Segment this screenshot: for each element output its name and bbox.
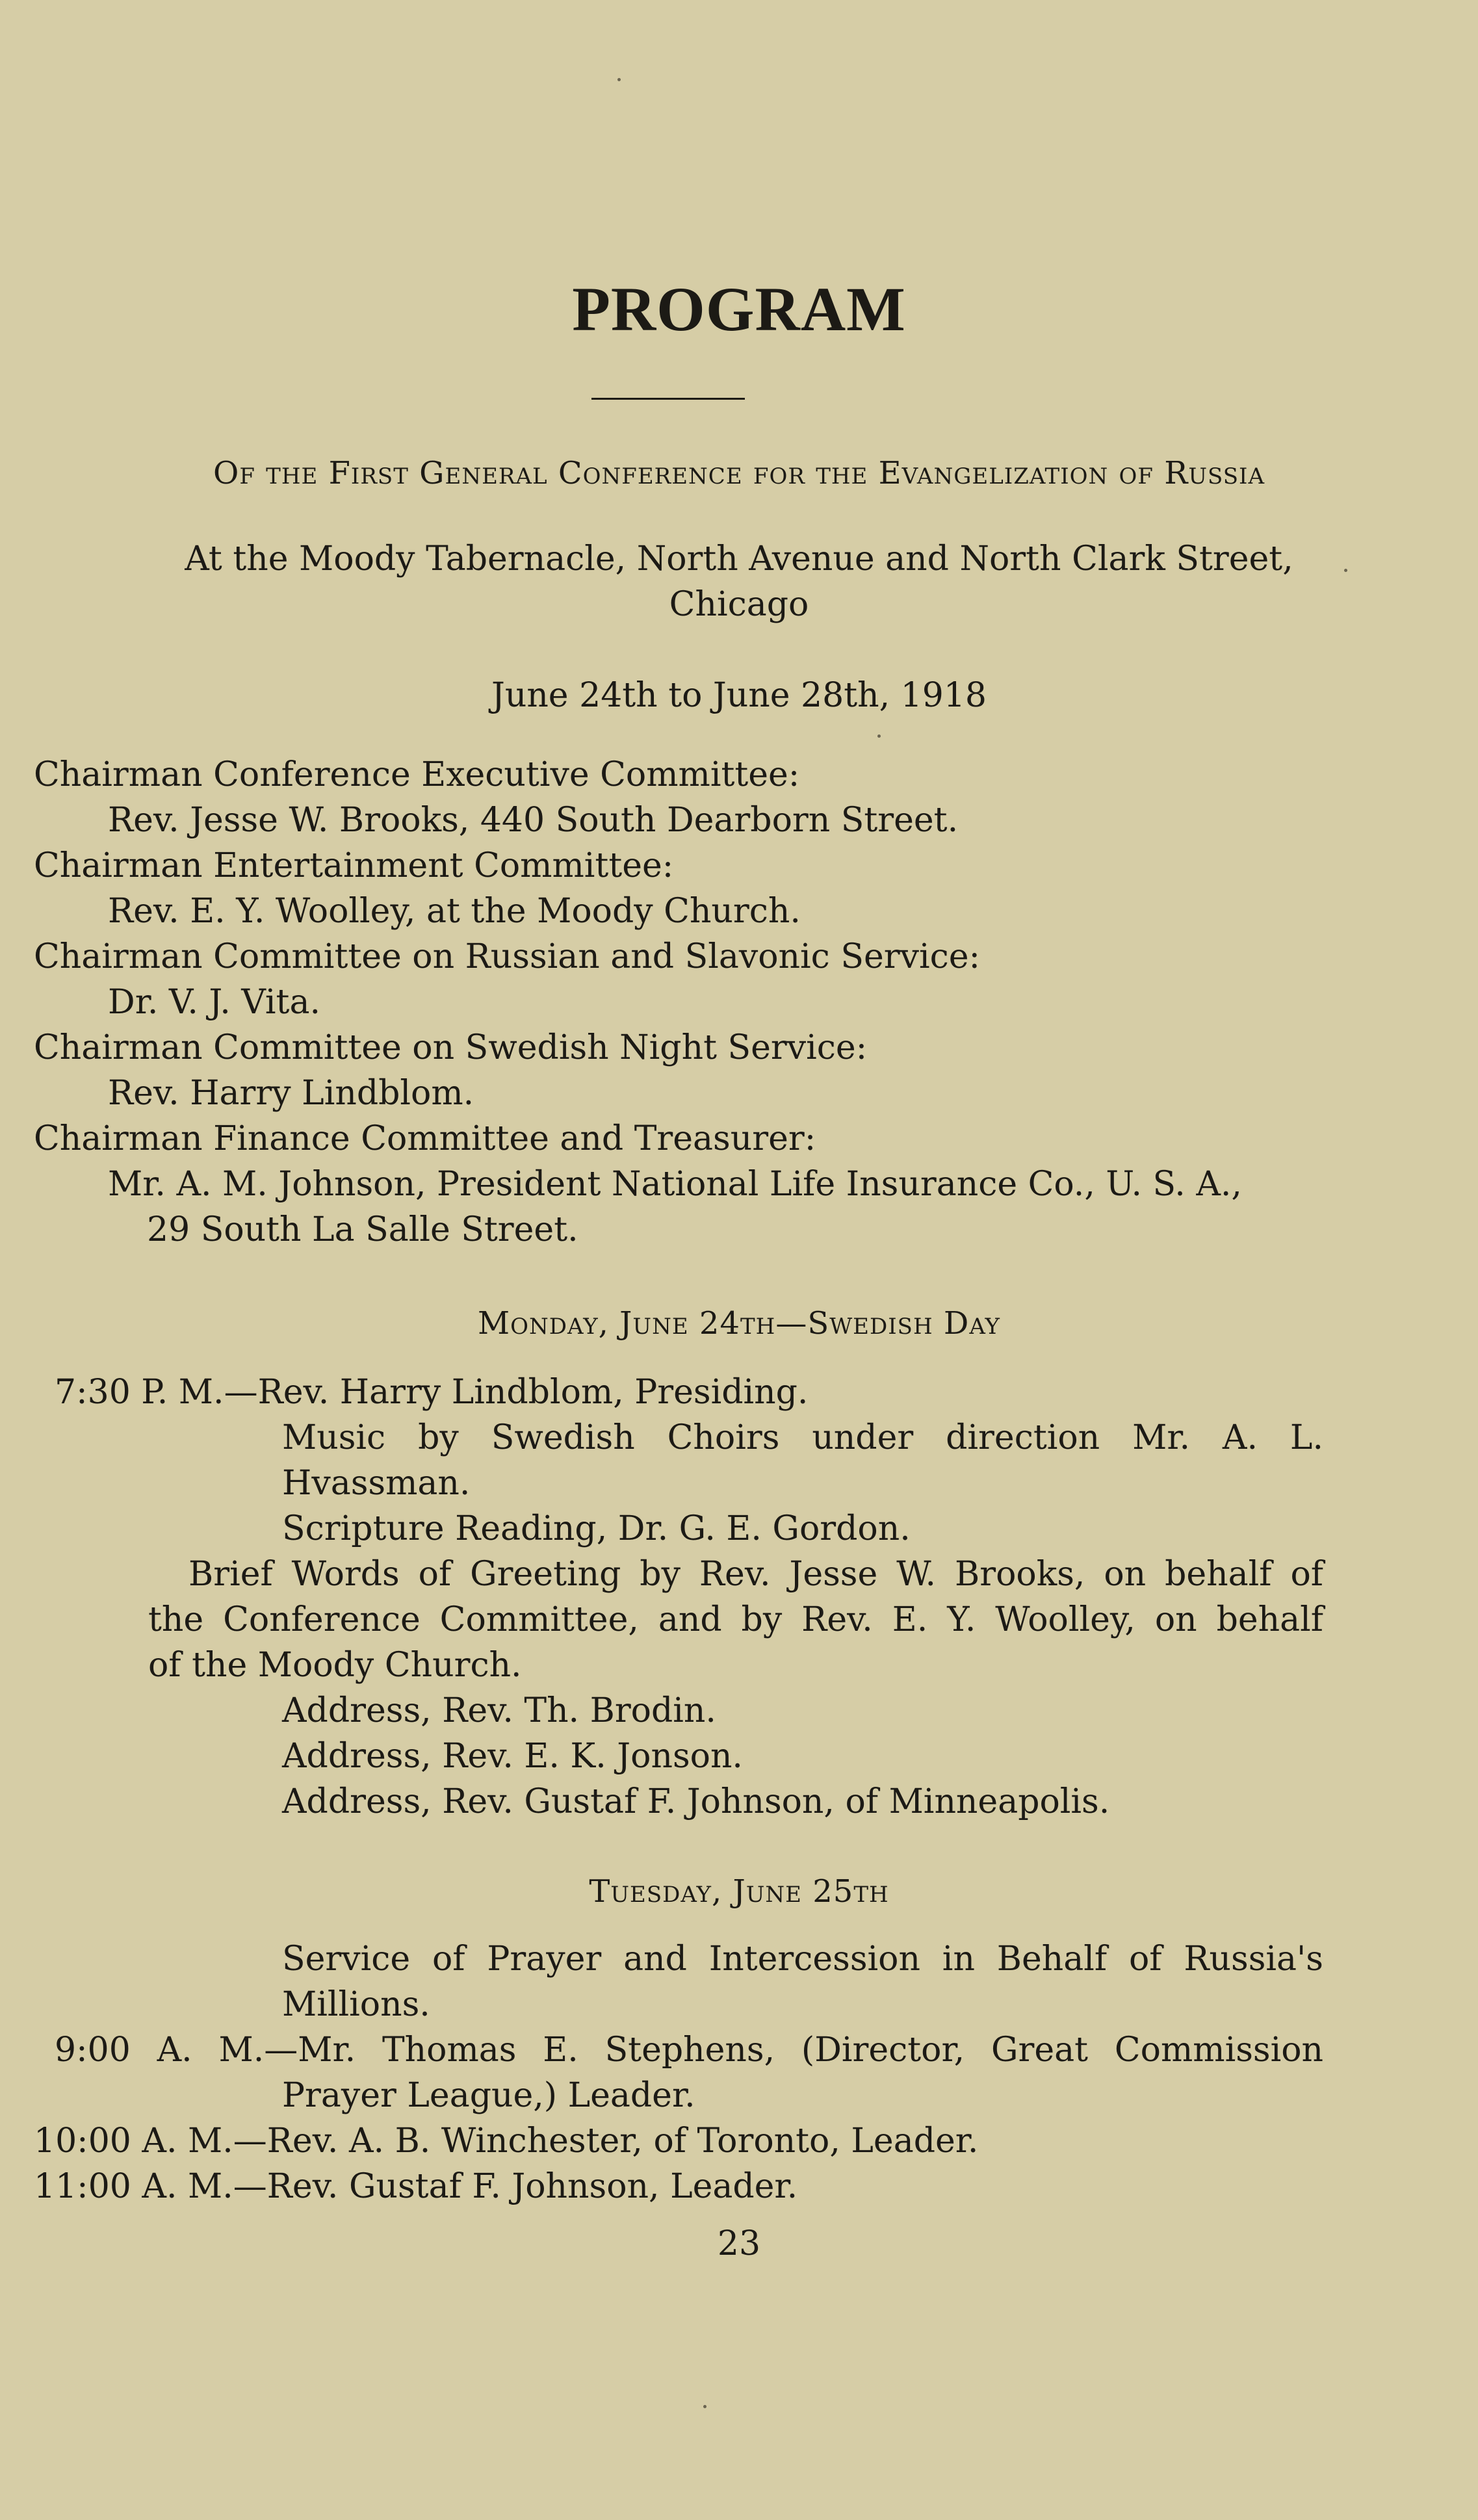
paper-speck	[877, 734, 881, 738]
monday-address: Address, Rev. Th. Brodin.	[282, 1691, 716, 1730]
committee-person: Rev. E. Y. Woolley, at the Moody Church.	[108, 892, 801, 931]
committee-person: Rev. Harry Lindblom.	[108, 1074, 474, 1113]
paper-speck	[703, 2405, 707, 2408]
committee-role: Chairman Conference Executive Committee:	[34, 755, 800, 794]
page-title: PROGRAM	[572, 274, 906, 344]
conference-subtitle: Of the First General Conference for the Evangelization of Russia	[213, 455, 1265, 491]
committee-person: Dr. V. J. Vita.	[108, 983, 320, 1022]
venue-line-2: Chicago	[669, 585, 809, 624]
monday-music-line: Hvassman.	[282, 1464, 471, 1503]
committee-person-continued: 29 South La Salle Street.	[147, 1210, 578, 1249]
paper-speck	[617, 78, 621, 81]
tuesday-heading: Tuesday, June 25th	[589, 1873, 889, 1910]
tuesday-time-entry: 10:00 A. M.—Rev. A. B. Winchester, of Toronto, Leader.	[34, 2122, 979, 2161]
tuesday-time-entry-continued: Prayer League,) Leader.	[282, 2076, 695, 2115]
paper-speck	[1344, 569, 1347, 572]
tuesday-service-line: Millions.	[282, 1985, 430, 2024]
venue-line-1: At the Moody Tabernacle, North Avenue and North Clark Street,	[185, 539, 1293, 578]
tuesday-time-entry: 9:00 A. M.—Mr. Thomas E. Stephens, (Director, Great Commission	[55, 2031, 1323, 2070]
monday-greeting-line: the Conference Committee, and by Rev. E. Y. Woolley, on behalf	[148, 1600, 1323, 1639]
committee-role: Chairman Committee on Swedish Night Service:	[34, 1028, 868, 1067]
monday-greeting-line: Brief Words of Greeting by Rev. Jesse W. Brooks, on behalf of	[188, 1555, 1323, 1594]
monday-time-entry: 7:30 P. M.—Rev. Harry Lindblom, Presiding.	[55, 1373, 809, 1412]
monday-music-line: Music by Swedish Choirs under direction Mr. A. L.	[282, 1418, 1323, 1457]
title-rule	[591, 398, 745, 400]
committee-role: Chairman Finance Committee and Treasurer:	[34, 1119, 816, 1158]
monday-greeting-line: of the Moody Church.	[148, 1646, 522, 1685]
monday-heading: Monday, June 24th—Swedish Day	[478, 1305, 1000, 1342]
committee-person: Rev. Jesse W. Brooks, 440 South Dearborn Street.	[108, 801, 959, 840]
committee-person: Mr. A. M. Johnson, President National Life Insurance Co., U. S. A.,	[108, 1165, 1242, 1204]
tuesday-service-line: Service of Prayer and Intercession in Behalf of Russia's	[282, 1940, 1323, 1979]
committee-role: Chairman Entertainment Committee:	[34, 846, 674, 885]
monday-scripture: Scripture Reading, Dr. G. E. Gordon.	[282, 1509, 911, 1548]
monday-address: Address, Rev. Gustaf F. Johnson, of Minneapolis.	[282, 1782, 1110, 1821]
conference-dates: June 24th to June 28th, 1918	[491, 676, 987, 715]
monday-address: Address, Rev. E. K. Jonson.	[282, 1737, 743, 1776]
committee-role: Chairman Committee on Russian and Slavonic Service:	[34, 937, 980, 976]
tuesday-time-entry: 11:00 A. M.—Rev. Gustaf F. Johnson, Leader.	[34, 2167, 798, 2206]
page-number: 23	[717, 2224, 761, 2263]
